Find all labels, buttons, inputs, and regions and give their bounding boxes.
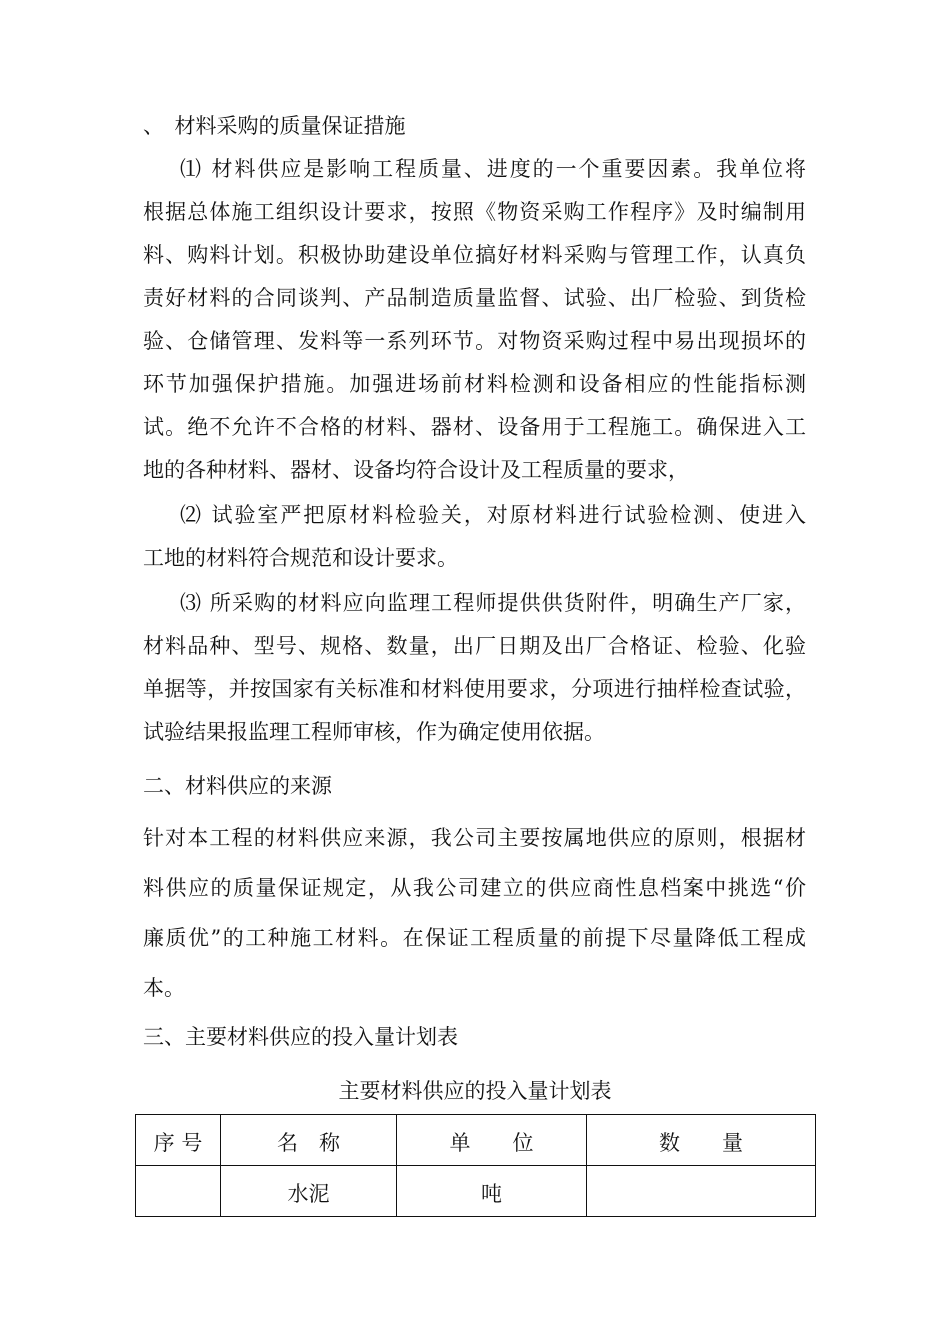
paragraph-line: 试验结果报监理工程师审核，作为确定使用依据。 <box>143 720 605 744</box>
paragraph-line: ⑵ 试验室严把原材料检验关，对原材料进行试验检测、使进入 <box>180 503 806 527</box>
paragraph-line: 根据总体施工组织设计要求，按照《物资采购工作程序》及时编制用 <box>143 200 806 224</box>
paragraph-line: 工地的材料符合规范和设计要求。 <box>143 546 458 570</box>
paragraph-line: 本。 <box>143 976 185 1000</box>
paragraph-line: 环节加强保护措施。加强进场前材料检测和设备相应的性能指标测 <box>143 372 806 396</box>
paragraph-line: ⑴ 材料供应是影响工程质量、进度的一个重要因素。我单位将 <box>180 157 806 181</box>
header-index: 序 号 <box>136 1115 221 1166</box>
paragraph-line: 针对本工程的材料供应来源，我公司主要按属地供应的原则，根据材 <box>143 826 806 850</box>
cell-unit: 吨 <box>397 1166 587 1217</box>
table-row <box>136 1166 816 1217</box>
paragraph-line: 验、仓储管理、发料等一系列环节。对物资采购过程中易出现损坏的 <box>143 329 806 353</box>
paragraph-line: ⑶ 所采购的材料应向监理工程师提供供货附件，明确生产厂家， <box>180 591 806 615</box>
heading-plan-table: 三、主要材料供应的投入量计划表 <box>143 1025 458 1049</box>
paragraph-line: 单据等，并按国家有关标准和材料使用要求，分项进行抽样检查试验， <box>143 677 806 701</box>
paragraph-line: 责好材料的合同谈判、产品制造质量监督、试验、出厂检验、到货检 <box>143 286 806 310</box>
heading-material-procurement: 、 材料采购的质量保证措施 <box>143 114 406 138</box>
paragraph-line: 地的各种材料、器材、设备均符合设计及工程质量的要求， <box>143 458 689 482</box>
header-name: 名 称 <box>221 1115 397 1166</box>
paragraph-line: 料供应的质量保证规定，从我公司建立的供应商性息档案中挑选“价 <box>143 876 806 900</box>
paragraph-line: 料、购料计划。积极协助建设单位搞好材料采购与管理工作，认真负 <box>143 243 806 267</box>
table-title: 主要材料供应的投入量计划表 <box>338 1079 612 1103</box>
cell-name: 水泥 <box>221 1166 397 1217</box>
heading-material-source: 二、材料供应的来源 <box>143 774 332 798</box>
cell-index <box>136 1166 221 1217</box>
paragraph-line: 试。绝不允许不合格的材料、器材、设备用于工程施工。确保进入工 <box>143 415 806 439</box>
material-plan-table <box>135 1114 816 1217</box>
cell-quantity <box>587 1166 816 1217</box>
paragraph-line: 廉质优”的工种施工材料。在保证工程质量的前提下尽量降低工程成 <box>143 926 806 950</box>
header-quantity: 数 量 <box>587 1115 816 1166</box>
header-unit: 单 位 <box>397 1115 587 1166</box>
table-header-row <box>136 1115 816 1166</box>
paragraph-line: 材料品种、型号、规格、数量，出厂日期及出厂合格证、检验、化验 <box>143 634 806 658</box>
